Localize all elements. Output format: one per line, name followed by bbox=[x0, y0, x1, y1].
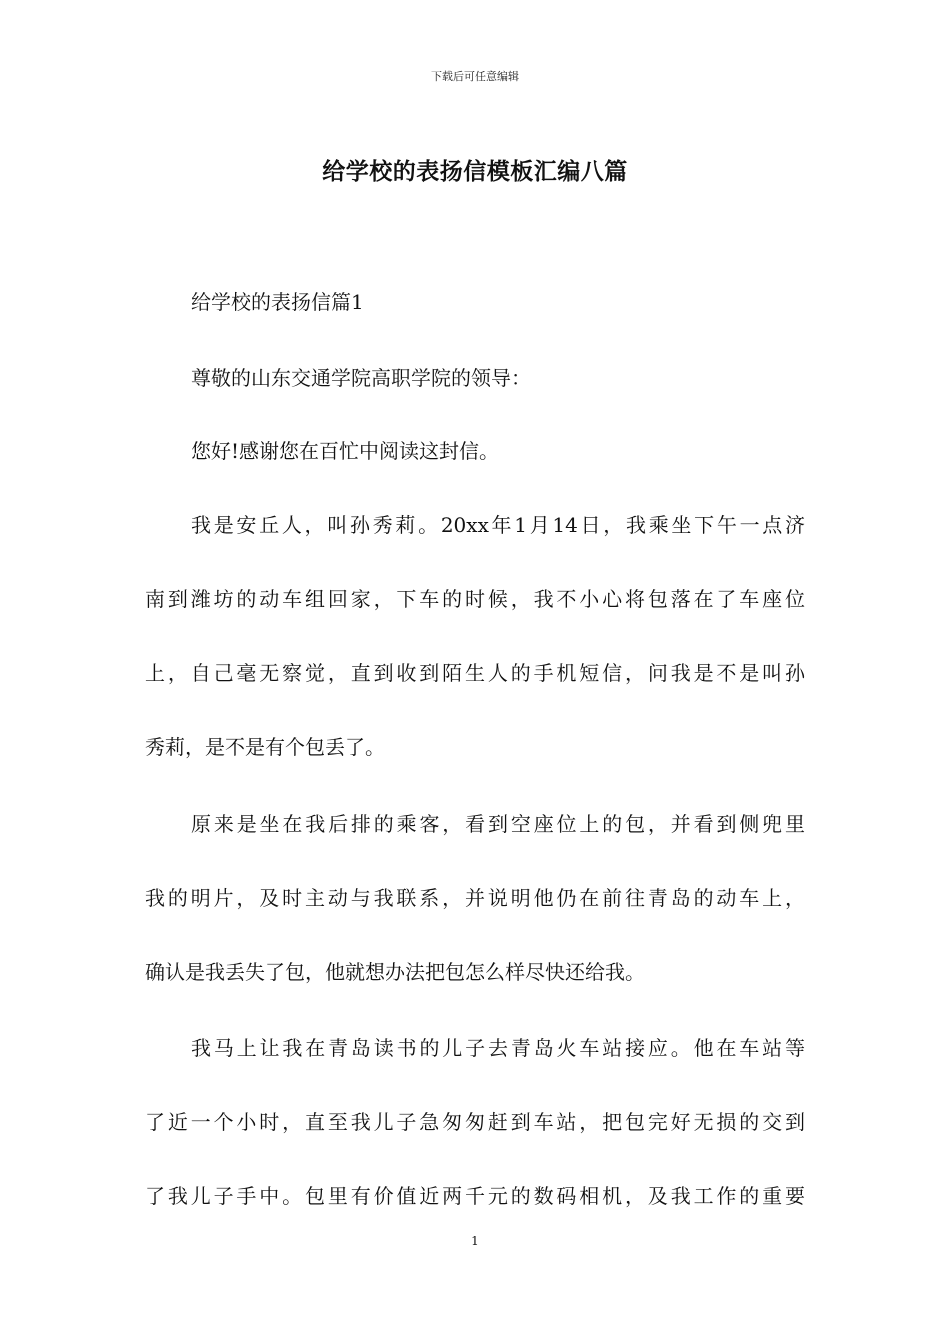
salutation: 尊敬的山东交通学院高职学院的领导： bbox=[191, 366, 531, 390]
greeting-line: 您好!感谢您在百忙中阅读这封信。 bbox=[191, 439, 500, 463]
document-title: 给学校的表扬信模板汇编八篇 bbox=[322, 158, 628, 185]
paragraph-line: 原来是坐在我后排的乘客，看到空座位上的包，并看到侧兜里 bbox=[191, 812, 805, 836]
paragraph-line: 了我儿子手中。包里有价值近两千元的数码相机，及我工作的重要 bbox=[145, 1184, 805, 1208]
paragraph-line: 我是安丘人，叫孙秀莉。20xx年1月14日，我乘坐下午一点济 bbox=[191, 513, 805, 537]
paragraph-line: 确认是我丢失了包，他就想办法把包怎么样尽快还给我。 bbox=[145, 960, 645, 984]
paragraph-line: 秀莉，是不是有个包丢了。 bbox=[145, 735, 385, 759]
paragraph-line: 我的明片，及时主动与我联系，并说明他仍在前往青岛的动车上， bbox=[145, 886, 805, 910]
paragraph-line: 了近一个小时，直至我儿子急匆匆赶到车站，把包完好无损的交到 bbox=[145, 1110, 805, 1134]
paragraph-line: 上，自己毫无察觉，直到收到陌生人的手机短信，问我是不是叫孙 bbox=[145, 661, 805, 685]
paragraph-line: 南到潍坊的动车组回家，下车的时候，我不小心将包落在了车座位 bbox=[145, 587, 805, 611]
page-number: 1 bbox=[471, 1234, 479, 1248]
header-note: 下载后可任意编辑 bbox=[431, 70, 519, 83]
paragraph-line: 我马上让我在青岛读书的儿子去青岛火车站接应。他在车站等 bbox=[191, 1036, 805, 1060]
section-heading: 给学校的表扬信篇1 bbox=[191, 290, 364, 314]
